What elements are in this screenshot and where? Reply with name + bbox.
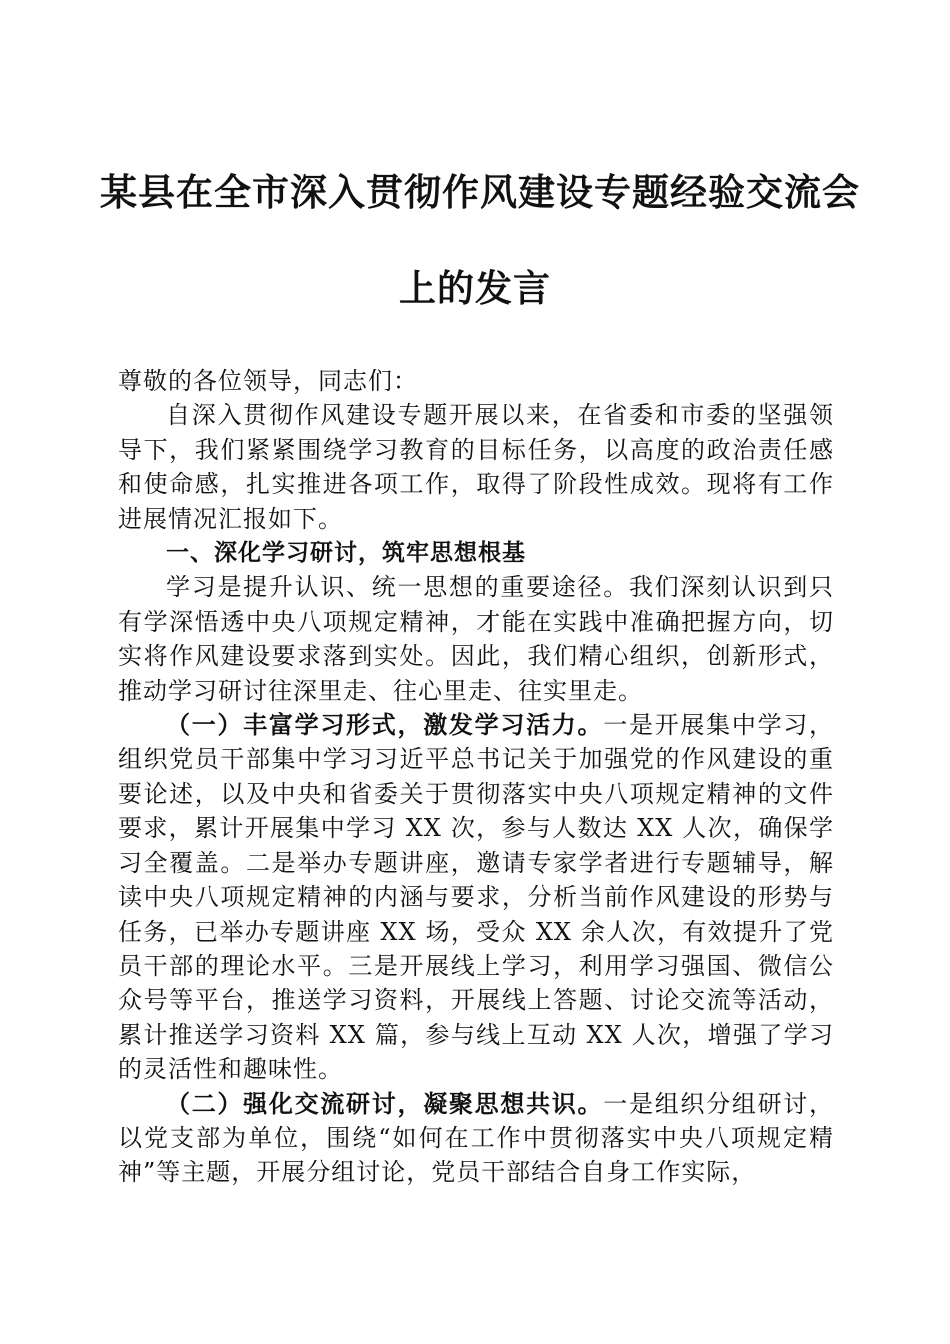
- subsection-1-paragraph: [118, 708, 834, 1086]
- subsection-1-title: （一）丰富学习形式，激发学习活力。: [166, 710, 604, 740]
- subsection-2-title: （二）强化交流研讨，凝聚思想共识。: [166, 1088, 604, 1118]
- subsection-1-body: 一是开展集中学习，组织党员干部集中学习习近平总书记关于加强党的作风建设的重要论述，以及中央和省委关于贯彻落实中央八项规定精神的文件要求，累计开展集中学习 XX 次，参与人数达 XX 人次，确保学习全覆盖。二是举办专题讲座，邀请专家学者进行专题辅导，解读中央八项规定精神的内涵与要求，分析当前作风建设的形势与任务，已举办专题讲座 XX 场，受众 XX 余人次，有效提升了党员干部的理论水平。三是开展线上学习，利用学习强国、微信公众号等平台，推送学习资料，开展线上答题、讨论交流等活动，累计推送学习资料 XX 篇，参与线上互动 XX 人次，增强了学习的灵活性和趣味性。: [118, 711, 835, 1084]
- document-body: [118, 364, 834, 1190]
- section-1-intro-paragraph: 学习是提升认识、统一思想的重要途径。我们深刻认识到只有学深悟透中央八项规定精神，才能在实践中准确把握方向，切实将作风建设要求落到实处。因此，我们精心组织，创新形式，推动学习研讨往深里走、往心里走、往实里走。: [118, 573, 834, 705]
- section-1-heading: 一、深化学习研讨，筑牢思想根基: [166, 540, 526, 567]
- subsection-2-paragraph: [118, 1087, 834, 1190]
- document-title-line-1: 某县在全市深入贯彻作风建设专题经验交流会: [100, 170, 860, 214]
- intro-paragraph: 自深入贯彻作风建设专题开展以来，在省委和市委的坚强领导下，我们紧紧围绕学习教育的目标任务，以高度的政治责任感和使命感，扎实推进各项工作，取得了阶段性成效。现将有工作进展情况汇报如下。: [118, 401, 834, 533]
- subsection-2-body: 一是组织分组研讨，以党支部为单位，围绕“如何在工作中贯彻落实中央八项规定精神”等主题，开展分组讨论，党员干部结合自身工作实际，: [118, 1089, 835, 1187]
- document-title-line-2: 上的发言: [399, 266, 551, 310]
- salutation: 尊敬的各位领导，同志们：: [118, 367, 418, 395]
